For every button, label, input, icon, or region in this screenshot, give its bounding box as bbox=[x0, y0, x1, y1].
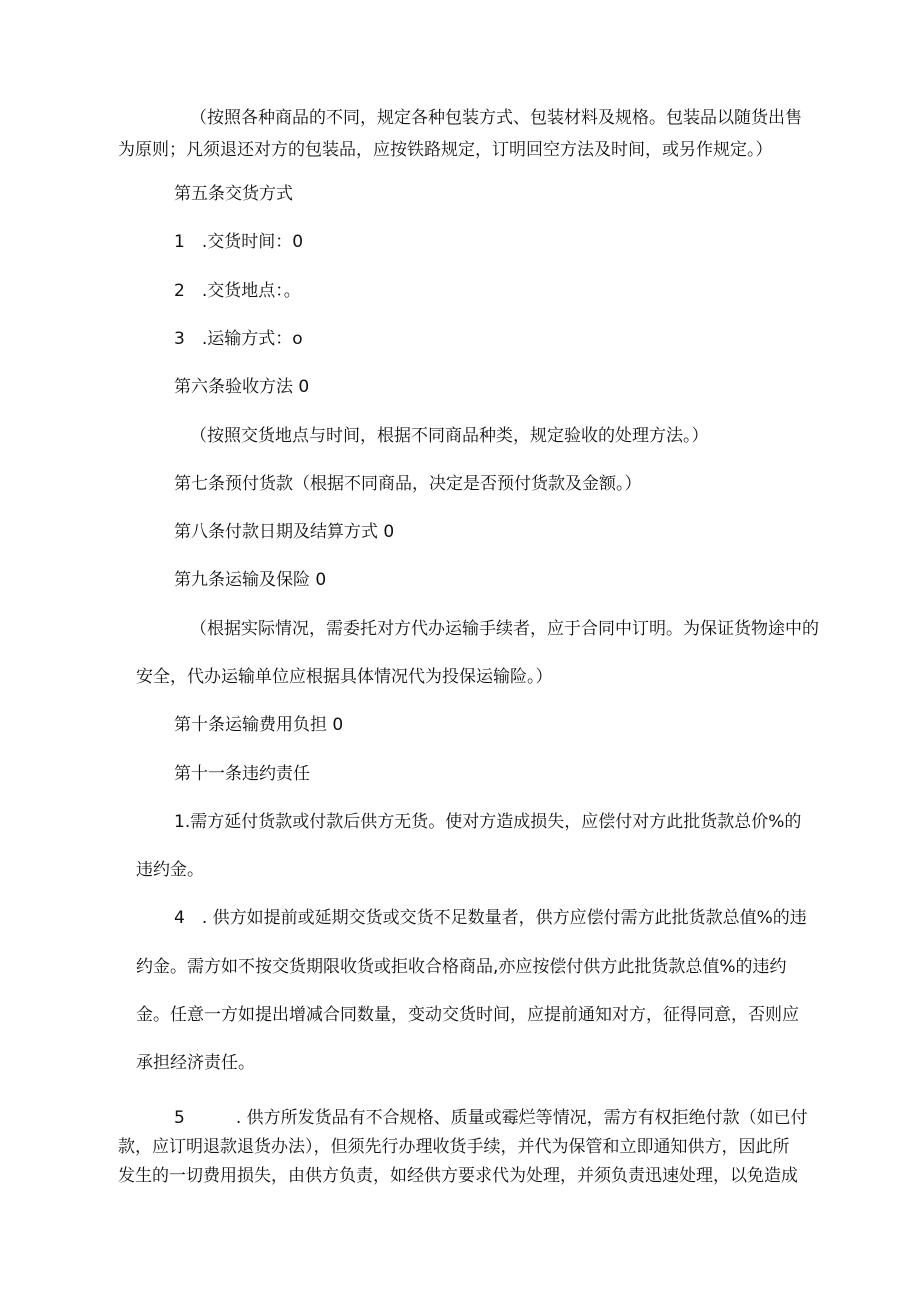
article-11-clause-1-line-1: 1.需方延付货款或付款后供方无货。使对方造成损失，应偿付对方此批货款总价%的 bbox=[174, 812, 802, 832]
article-11-heading: 第十一条违约责任 bbox=[174, 764, 310, 784]
article-8-heading: 第八条付款日期及结算方式 0 bbox=[174, 522, 395, 542]
article-9-note-line-1: （根据实际情况，需委托对方代办运输手续者，应于合同中订明。为保证货物途中的 bbox=[190, 619, 819, 639]
article-7-heading: 第七条预付货款（根据不同商品，决定是否预付货款及金额。） bbox=[174, 474, 642, 494]
article-5-item-3: 3 .运输方式：o bbox=[174, 329, 303, 349]
article-11-clause-5-line-1: 5 . 供方所发货品有不合规格、质量或霉烂等情况，需方有权拒绝付款（如已付 bbox=[174, 1108, 808, 1128]
article-11-clause-4-line-2: 约金。需方如不按交货期限收货或拒收合格商品,亦应按偿付供方此批货款总值%的违约 bbox=[136, 957, 787, 977]
article-11-clause-4-line-1: 4 . 供方如提前或延期交货或交货不足数量者，供方应偿付需方此批货款总值%的违 bbox=[174, 908, 807, 928]
article-9-heading: 第九条运输及保险 0 bbox=[174, 570, 327, 590]
article-5-heading: 第五条交货方式 bbox=[174, 184, 293, 204]
article-10-heading: 第十条运输费用负担 0 bbox=[174, 715, 344, 735]
packaging-note-line-1: （按照各种商品的不同，规定各种包装方式、包装材料及规格。包装品以随货出售 bbox=[190, 108, 802, 128]
article-11-clause-4-line-3: 金。任意一方如提出增减合同数量，变动交货时间，应提前通知对方，征得同意，否则应 bbox=[136, 1005, 799, 1025]
article-11-clause-1-line-2: 违约金。 bbox=[136, 860, 204, 880]
article-11-clause-5-line-2: 款，应订明退款退货办法），但须先行办理收货手续，并代为保管和立即通知供方，因此所 bbox=[118, 1137, 790, 1157]
packaging-note-line-2: 为原则；凡须退还对方的包装品，应按铁路规定，订明回空方法及时间，或另作规定。） bbox=[118, 140, 773, 160]
article-6-note: （按照交货地点与时间，根据不同商品种类，规定验收的处理方法。） bbox=[190, 426, 709, 446]
article-5-item-1: 1 .交货时间：0 bbox=[174, 232, 304, 252]
article-11-clause-5-line-3: 发生的一切费用损失，由供方负责，如经供方要求代为处理，并须负责迅速处理，以免造成 bbox=[118, 1166, 798, 1186]
article-5-item-2: 2 .交货地点：。 bbox=[174, 281, 301, 301]
article-11-clause-4-line-4: 承担经济责任。 bbox=[136, 1053, 255, 1073]
article-6-heading: 第六条验收方法 0 bbox=[174, 377, 310, 397]
article-9-note-line-2: 安全，代办运输单位应根据具体情况代为投保运输险。） bbox=[136, 667, 553, 687]
